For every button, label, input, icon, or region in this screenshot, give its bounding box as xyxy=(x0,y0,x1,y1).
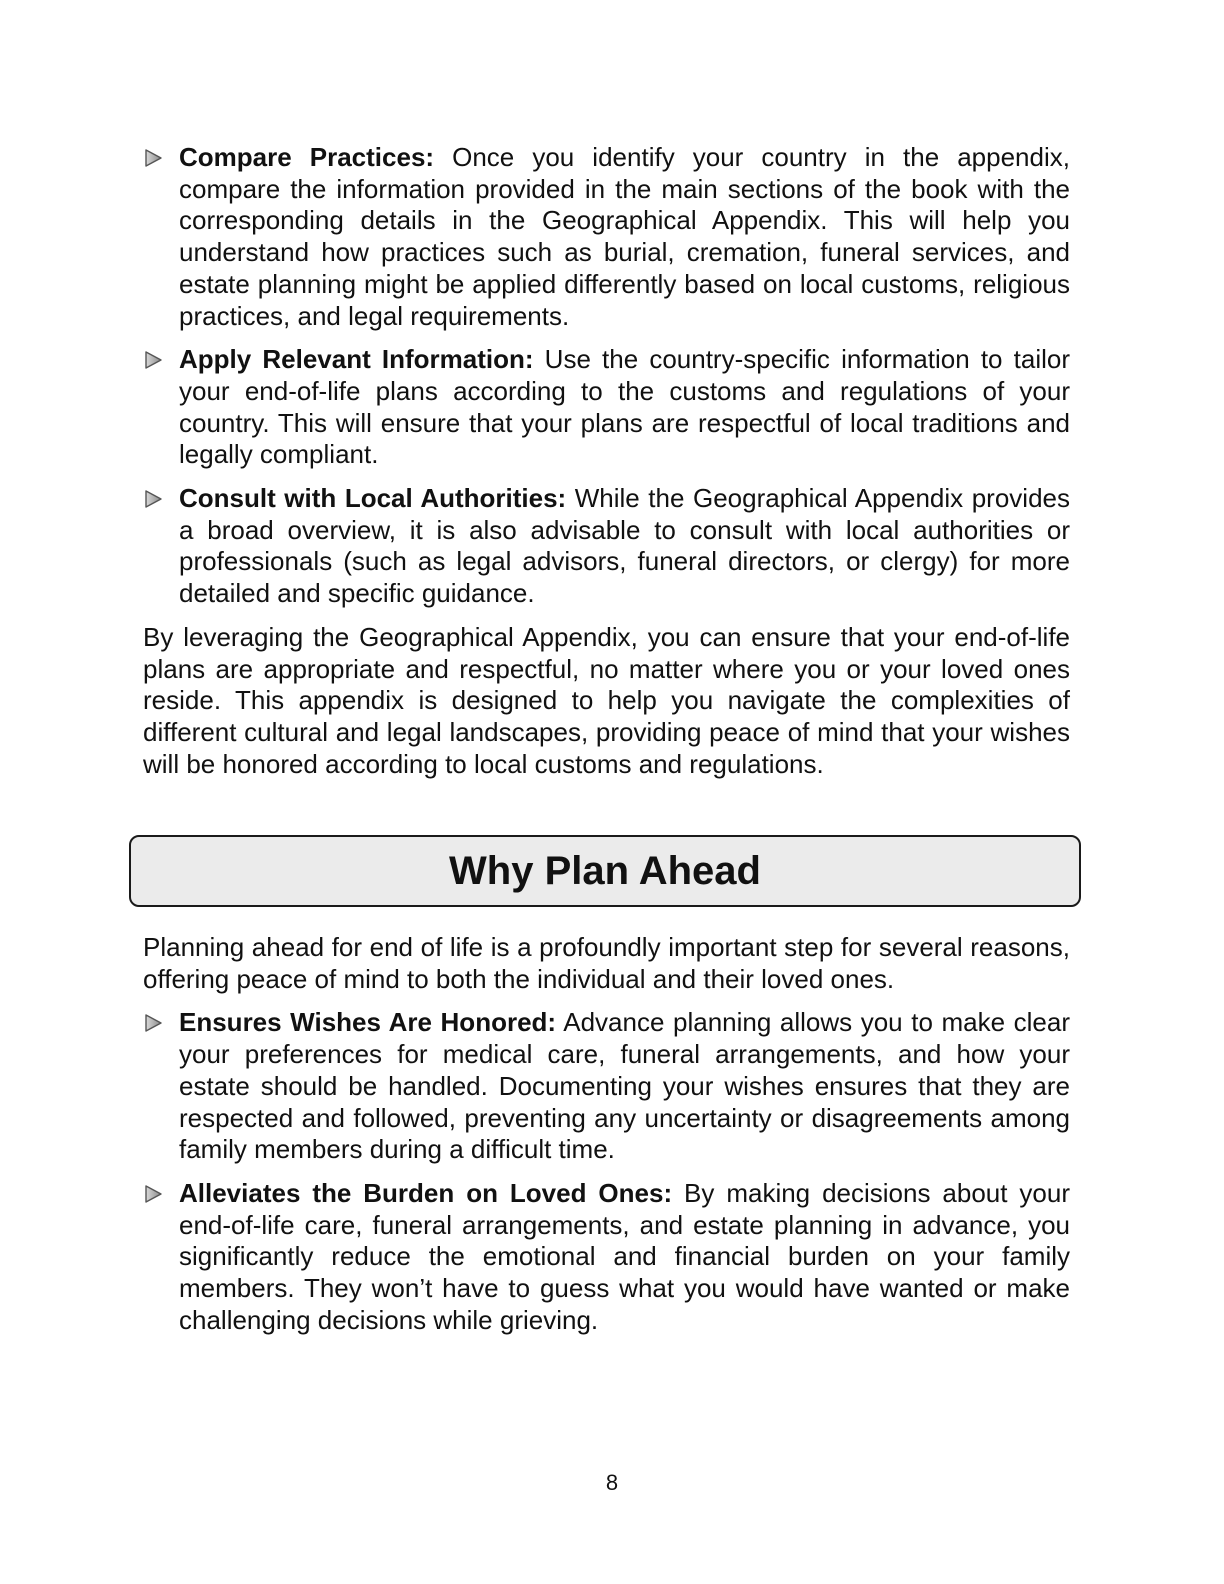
page-number: 8 xyxy=(605,1470,619,1495)
section-heading-box xyxy=(129,835,1081,907)
list-item xyxy=(143,1178,1070,1337)
triangle-arrow-icon xyxy=(143,350,163,370)
bullet-text: Once you identify your country in the appendix, compare the information provided in the main sections of the book with the corresponding details in the Geographical Appendix. This will help you understand how practices such as burial, cremation, funeral services, and estate planning might be applied differently based on local customs, religious practices, and legal requirements. xyxy=(179,142,1070,331)
bullet-term: Ensures Wishes Are Honored: xyxy=(179,1007,557,1038)
bullet-text: By making decisions about your end-of-life care, funeral arrangements, and estate planning in advance, you significantly reduce the emotional and financial burden on your family members. They won’t have to guess what you would have wanted or make challenging decisions while grieving. xyxy=(179,1177,1070,1335)
triangle-arrow-icon xyxy=(143,489,163,509)
list-item xyxy=(143,142,1070,332)
bullet-text: Use the country-specific information to tailor your end-of-life plans according to the customs and regulations of your country. This will ensure that your plans are respectful of local traditions and legally compliant. xyxy=(179,344,1070,470)
bullet-term: Compare Practices: xyxy=(179,142,435,172)
bullet-term: Consult with Local Authorities: xyxy=(179,483,567,514)
section-title: Why Plan Ahead xyxy=(449,848,761,893)
triangle-arrow-icon xyxy=(143,1013,163,1033)
closing-paragraph: By leveraging the Geographical Appendix, you can ensure that your end-of-life plans are appropriate and respectful, no matter where you or your loved ones reside. This appendix is designed to help you navigate the complexities of different cultural and legal landscapes, providing peace of mind that your wishes will be honored according to local customs and regulations. xyxy=(143,621,1070,779)
section-bullet-list xyxy=(143,1007,1070,1336)
top-bullet-list xyxy=(143,142,1070,610)
bullet-text: While the Geographical Appendix provides a broad overview, it is also advisable to consult with local authorities or professionals (such as legal advisors, funeral directors, or clergy) for more detailed and specific guidance. xyxy=(179,483,1070,609)
top-content xyxy=(143,142,1070,792)
bullet-text: Advance planning allows you to make clear your preferences for medical care, funeral arrangements, and how your estate should be handled. Documenting your wishes ensures that they are respected and followed, preventing any uncertainty or disagreements among family members during a difficult time. xyxy=(179,1007,1070,1165)
list-item xyxy=(143,344,1070,471)
bullet-term: Alleviates the Burden on Loved Ones: xyxy=(179,1177,673,1208)
triangle-arrow-icon xyxy=(143,148,163,168)
section-intro: Planning ahead for end of life is a profoundly important step for several reasons, offering peace of mind to both the individual and their loved ones. xyxy=(143,932,1070,994)
section-content xyxy=(143,932,1070,1348)
list-item xyxy=(143,483,1070,610)
bullet-term: Apply Relevant Information: xyxy=(179,344,534,375)
triangle-arrow-icon xyxy=(143,1184,163,1204)
list-item xyxy=(143,1007,1070,1166)
